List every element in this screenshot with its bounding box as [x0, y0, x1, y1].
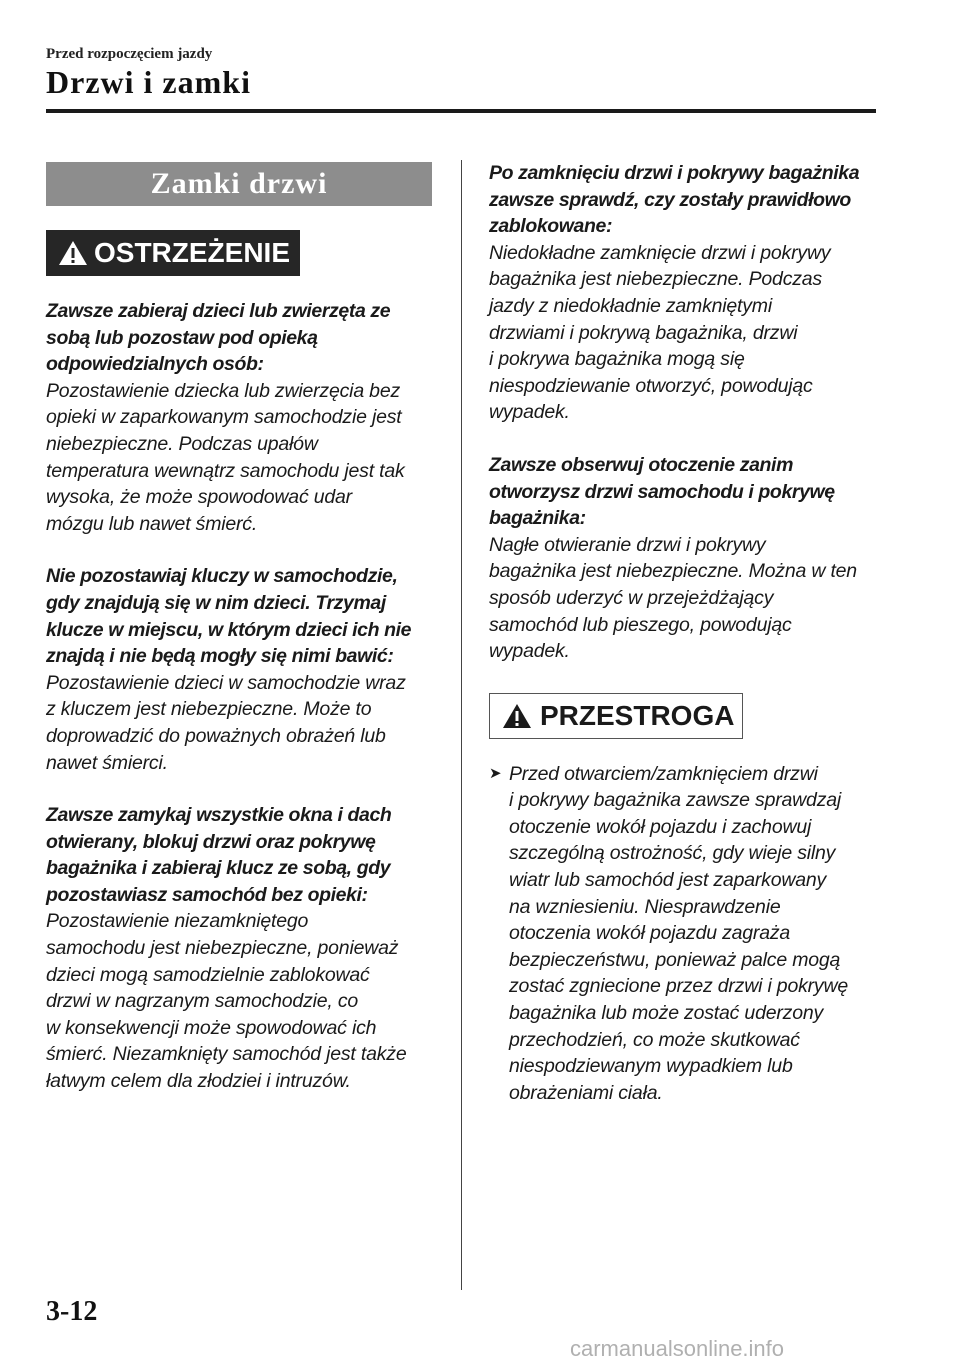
right-column: [489, 160, 881, 1106]
caution-line: na wzniesieniu. Niesprawdzenie: [509, 895, 781, 918]
caution-line: Przed otwarciem/zamknięciem drzwi: [509, 762, 818, 785]
body-line: łatwym celem dla złodziei i intruzów.: [46, 1070, 351, 1093]
warning-content-left: [46, 298, 436, 1095]
heading-line: Zawsze obserwuj otoczenie zanim: [489, 453, 794, 476]
warning-label-text: OSTRZEŻENIE: [94, 237, 291, 268]
caution-triangle-icon: [502, 703, 532, 729]
caution-line: wiatr lub samochód jest zaparkowany: [509, 869, 827, 892]
heading-line: otwierany, blokuj drzwi oraz pokrywę: [46, 830, 376, 853]
warning-triangle-icon: [58, 240, 88, 266]
heading-line: otworzysz drzwi samochodu i pokrywę: [489, 480, 835, 503]
body-line: śmierć. Niezamknięty samochód jest także: [46, 1043, 407, 1066]
warning-block-body: [46, 670, 436, 776]
caution-line: zostać zgniecione przez drzwi i pokrywę: [509, 975, 849, 998]
section-title: Zamki drzwi: [46, 162, 432, 206]
heading-line: Po zamknięciu drzwi i pokrywy bagażnika: [489, 162, 860, 184]
warning-block-heading: [46, 563, 436, 669]
warning-block-body: [46, 908, 436, 1094]
body-line: Pozostawienie niezamkniętego: [46, 910, 309, 933]
warning-block-heading: [489, 452, 881, 532]
heading-line: pozostawiasz samochód bez opieki:: [46, 883, 368, 906]
body-line: niespodziewanie otworzyć, powodując: [489, 374, 813, 397]
caution-line: niespodziewanym wypadkiem lub: [509, 1055, 793, 1078]
body-line: w konsekwencji może spowodować ich: [46, 1016, 377, 1039]
caution-label-text: PRZESTROGA: [540, 699, 735, 731]
warning-block: [489, 452, 881, 665]
body-line: wysoka, że może spowodować udar: [46, 486, 352, 509]
heading-line: zablokowane:: [489, 215, 613, 238]
body-line: dzieci mogą samodzielnie zablokować: [46, 963, 370, 986]
warning-block: [46, 298, 436, 537]
body-line: samochód lub pieszego, powodując: [489, 613, 792, 636]
caution-line: otoczenie wokół pojazdu i zachowuj: [509, 815, 812, 838]
body-line: niebezpieczne. Podczas upałów: [46, 432, 318, 455]
left-column: [46, 162, 436, 1095]
caution-label: [489, 693, 743, 739]
body-line: Nagłe otwieranie drzwi i pokrywy: [489, 533, 766, 556]
heading-line: sobą lub pozostaw pod opieką: [46, 326, 318, 349]
warning-block-heading: [46, 802, 436, 908]
body-line: drzwi w nagrzanym samochodzie, co: [46, 990, 359, 1013]
body-line: Pozostawienie dziecka lub zwierzęcia bez: [46, 379, 401, 402]
page-title: Drzwi i zamki: [46, 64, 251, 100]
warning-block: [46, 563, 436, 776]
heading-line: Nie pozostawiaj kluczy w samochodzie,: [46, 565, 398, 588]
heading-line: Zawsze zabieraj dzieci lub zwierzęta ze: [46, 300, 391, 322]
heading-line: gdy znajdują się w nim dzieci. Trzymaj: [46, 591, 386, 614]
body-line: Pozostawienie dzieci w samochodzie wraz: [46, 671, 406, 694]
body-line: i pokrywa bagażnika mogą się: [489, 348, 745, 371]
body-line: bagażnika jest niebezpieczne. Podczas: [489, 268, 822, 291]
heading-line: bagażnika i zabieraj klucz ze sobą, gdy: [46, 857, 391, 880]
warning-block-body: [46, 378, 436, 538]
body-line: drzwiami i pokrywą bagażnika, drzwi: [489, 321, 798, 344]
heading-line: zawsze sprawdź, czy zostały prawidłowo: [489, 188, 851, 211]
body-line: wypadek.: [489, 401, 570, 424]
caution-line: bezpieczeństwu, ponieważ palce mogą: [509, 948, 841, 971]
page-number: 3-12: [46, 1296, 98, 1327]
caution-line: obrażeniami ciała.: [509, 1081, 663, 1104]
body-line: Niedokładne zamknięcie drzwi i pokrywy: [489, 241, 831, 264]
body-line: mózgu lub nawet śmierć.: [46, 512, 258, 535]
caution-line: bagażnika lub może zostać uderzony: [509, 1002, 824, 1025]
heading-line: klucze w miejscu, w którym dzieci ich nie: [46, 618, 412, 641]
caution-line: przechodzień, co może skutkować: [509, 1028, 800, 1051]
column-divider: [461, 160, 462, 1290]
body-line: nawet śmierci.: [46, 751, 168, 774]
warning-block-body: [489, 532, 881, 665]
warning-block: [489, 160, 881, 426]
body-line: temperatura wewnątrz samochodu jest tak: [46, 459, 405, 482]
body-line: doprowadzić do poważnych obrażeń lub: [46, 724, 386, 747]
warning-content-right: [489, 160, 881, 665]
heading-line: Zawsze zamykaj wszystkie okna i dach: [46, 804, 392, 827]
header-rule: [46, 109, 876, 113]
watermark: carmanualsonline.info: [570, 1336, 785, 1361]
warning-block-body: [489, 240, 881, 426]
body-line: jazdy z niedokładnie zamkniętymi: [489, 294, 772, 317]
warning-block-heading: [46, 298, 436, 378]
warning-label: [46, 230, 300, 276]
caution-line: otoczenia wokół pojazdu zagraża: [509, 922, 791, 945]
body-line: bagażnika jest niebezpieczne. Można w ten: [489, 560, 857, 583]
heading-line: bagażnika:: [489, 507, 586, 530]
heading-line: odpowiedzialnych osób:: [46, 353, 264, 376]
body-line: samochodu jest niebezpieczne, ponieważ: [46, 937, 399, 960]
body-line: sposób uderzyć w przejeżdżający: [489, 586, 774, 609]
body-line: z kluczem jest niebezpieczne. Może to: [46, 698, 372, 721]
caution-line: i pokrywy bagażnika zawsze sprawdzaj: [509, 789, 842, 812]
running-header-section: Przed rozpoczęciem jazdy: [46, 46, 213, 62]
body-line: wypadek.: [489, 640, 570, 663]
body-line: opieki w zaparkowanym samochodzie jest: [46, 406, 402, 429]
heading-line: znajdą i nie będą mogły się nimi bawić:: [46, 645, 394, 668]
bullet-arrow-icon: ➤: [489, 764, 502, 782]
caution-bullet-item: [489, 761, 881, 1107]
warning-block: [46, 802, 436, 1095]
caution-line: szczególną ostrożność, gdy wieje silny: [509, 842, 836, 865]
warning-block-heading: [489, 160, 881, 240]
caution-bullet-text: [509, 761, 848, 1107]
